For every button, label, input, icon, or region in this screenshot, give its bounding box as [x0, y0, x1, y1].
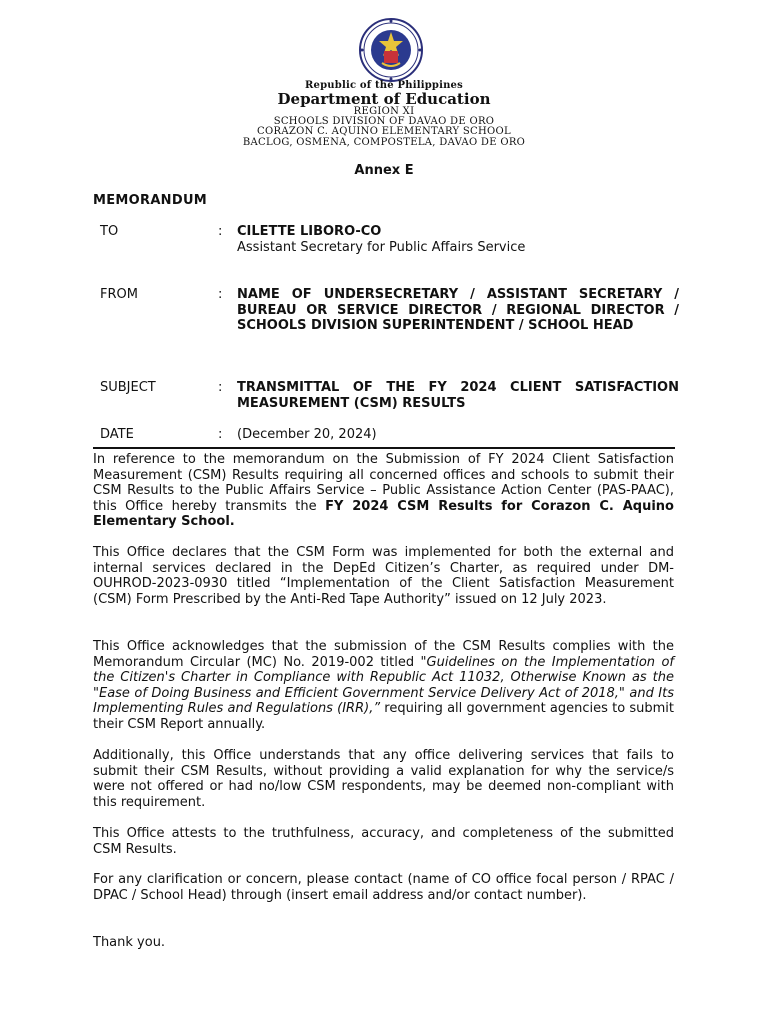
body-paragraph-4: Additionally, this Office understands that any office delivering services that fails to submit their CSM Results, without providing a valid explanation for why the service/s were not offered or had no/low CSM respondents, may be deemed non-compliant with this requirement.	[93, 748, 674, 810]
body-paragraph-5: This Office attests to the truthfulness, accuracy, and completeness of the submitted CSM Results.	[93, 826, 674, 857]
date-label: DATE	[100, 427, 134, 442]
memorandum-title: MEMORANDUM	[93, 193, 208, 208]
body-paragraph-3	[93, 639, 674, 732]
p3-tail: requiring all government agencies to submit their CSM Report annually.	[93, 701, 674, 732]
body-closing: Thank you.	[93, 935, 166, 950]
deped-seal-logo	[358, 17, 424, 83]
body-paragraph-6: For any clarification or concern, please contact (name of CO office focal person / RPAC / DPAC / School Head) through (insert email address and/or contact number).	[93, 872, 674, 903]
p1-text: In reference to the memorandum on the Submission of FY 2024 Client Satisfaction Measurement (CSM) Results requiring all concerned offices and schools to submit their CSM Results to the Public Affairs Service – Public Assistance Action Center (PAS-PAAC), this Office hereby transmits the	[93, 452, 674, 514]
header-address: BACLOG, OSMENA, COMPOSTELA, DAVAO DE ORO	[242, 137, 526, 148]
header-department: Department of Education	[277, 90, 491, 108]
p3-lead: This Office acknowledges that the submission of the CSM Results complies with the Memorandum Circular (MC) No. 2019-002 titled "	[93, 639, 674, 670]
p1-bold: FY 2024 CSM Results for Corazon C. Aquino Elementary School.	[93, 498, 674, 529]
to-value	[237, 224, 679, 255]
header-region: REGION XI	[353, 106, 415, 117]
body-paragraph-1	[93, 452, 674, 530]
to-colon: :	[218, 224, 223, 239]
subject-label: SUBJECT	[100, 380, 156, 395]
from-colon: :	[218, 287, 223, 302]
to-position: Assistant Secretary for Public Affairs Service	[237, 239, 526, 255]
subject-colon: :	[218, 380, 223, 395]
date-colon: :	[218, 427, 223, 442]
p3-italic: Guidelines on the Implementation of the Citizen's Charter in Compliance with Republic Act 11032, Otherwise Known as the "Ease of Doing Business and Efficient Government Service Delivery Act of 2018," and Its Implementing Rules and Regulations (IRR),”	[93, 654, 674, 716]
subject-value: TRANSMITTAL OF THE FY 2024 CLIENT SATISFACTION MEASUREMENT (CSM) RESULTS	[237, 380, 679, 411]
from-value: NAME OF UNDERSECRETARY / ASSISTANT SECRETARY / BUREAU OR SERVICE DIRECTOR / REGIONAL DIRECTOR / SCHOOLS DIVISION SUPERINTENDENT / SCHOOL HEAD	[237, 287, 679, 333]
date-value: (December 20, 2024)	[237, 427, 377, 442]
header-division: SCHOOLS DIVISION OF DAVAO DE ORO	[273, 116, 495, 127]
from-label: FROM	[100, 287, 138, 302]
annex-title: Annex E	[354, 163, 414, 178]
header-divider	[93, 447, 675, 449]
to-label: TO	[100, 224, 119, 239]
header-republic: Republic of the Philippines	[305, 80, 463, 91]
to-name: CILETTE LIBORO-CO	[237, 224, 382, 239]
header-school: CORAZON C. AQUINO ELEMENTARY SCHOOL	[257, 126, 511, 137]
body-paragraph-2: This Office declares that the CSM Form was implemented for both the external and internal services declared in the DepEd Citizen’s Charter, as required under DM-OUHROD-2023-0930 titled “Implementation of the Client Satisfaction Measurement (CSM) Form Prescribed by the Anti-Red Tape Authority” issued on 12 July 2023.	[93, 545, 674, 607]
